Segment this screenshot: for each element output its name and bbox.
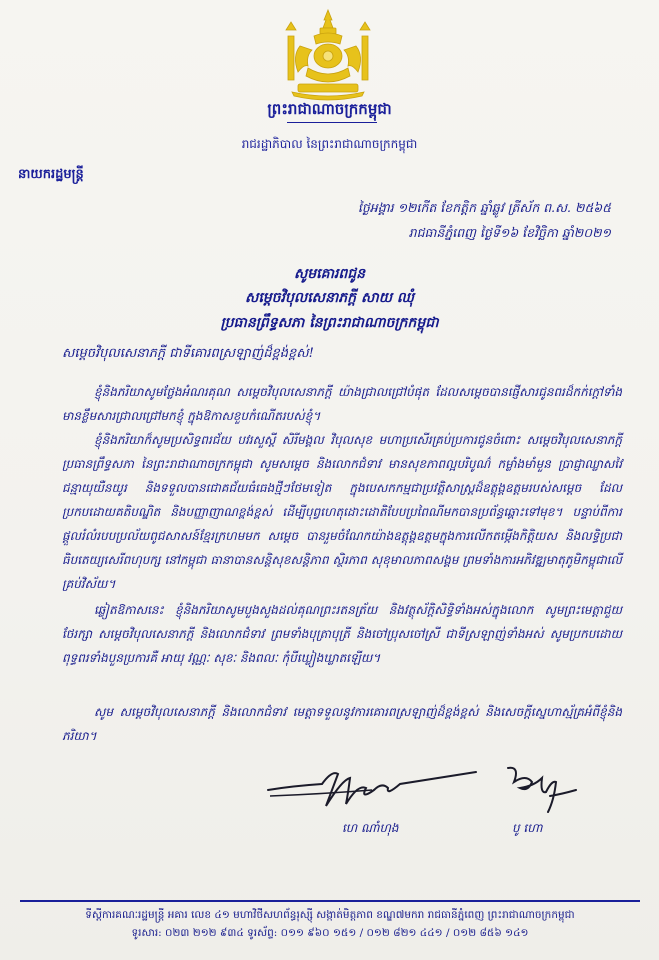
signature-left <box>262 760 482 820</box>
paragraph-closing: សូម សម្តេចវិបុលសេនាភក្តី និងលោកជំទាវ មេត្តាទទួលនូវការគោរពស្រឡាញ់ដ៏ខ្ពង់ខ្ពស់ និងសេចក្តីស្នេហាស្ម័គ្រអំពីខ្ញុំនិងភរិយា។ <box>62 705 622 743</box>
lunar-date: ថ្ងៃអង្គារ ១២កើត ខែកត្តិក ឆ្នាំឆ្លូវ ត្រីស័ក ព.ស. ២៥៦៥ <box>357 200 611 215</box>
paragraph-blessings: ឆ្លៀតឱកាសនេះ ខ្ញុំនិងភរិយាសូមបួងសួងដល់គុណព្រះរតនត្រ័យ និងវត្ថុស័ក្តិសិទ្ធិទាំងអស់ក្នុងលោក សូមព្រះមេត្តាជួយថែរក្សា សម្តេចវិបុលសេនាភក្តី និងលោកជំទាវ ព្រមទាំងបុត្រាបុត្រី និងចៅប្រុសចៅស្រី ជាទីស្រឡាញ់ទាំងអស់ សូមប្រកបដោយពុទ្ធពរទាំងបួនប្រការគឺ អាយុ វណ្ណៈ សុខៈ និងពលៈ កុំបីឃ្លៀងឃ្លាតឡើយ។ <box>62 603 622 665</box>
recipient-title: ប្រធានព្រឹទ្ធសភា នៃព្រះរាជាណាចក្រកម្ពុជា <box>220 315 439 331</box>
recipient-greeting: សូមគោរពជូន <box>293 266 366 282</box>
recipient-name: សម្តេចវិបុលសេនាភក្តី សាយ ឈុំ <box>244 290 415 306</box>
footer-divider <box>20 900 640 902</box>
signature-right <box>490 760 580 820</box>
office-title: នាយករដ្ឋមន្ត្រី <box>18 167 84 182</box>
paragraph-thanks: ខ្ញុំនិងភរិយាសូមថ្លែងអំណរគុណ សម្តេចវិបុលសេនាភក្តី យ៉ាងជ្រាលជ្រៅបំផុត ដែលសម្តេចបានផ្ញើសារជូនពរដ៏កក់ក្តៅទាំងមានខ្លឹមសារជ្រាលជ្រៅមកខ្ញុំ ក្នុងឱកាសខួបកំណើតរបស់ខ្ញុំ។ <box>62 385 622 423</box>
signer-left-name: ហេ ណាំហុង <box>342 821 399 835</box>
kingdom-title: ព្រះរាជាណាចក្រកម្ពុជា <box>267 100 392 118</box>
paragraph-wishes: ខ្ញុំនិងភរិយាក៏សូមប្រសិទ្ធពរជ័យ បវរសួស្តី សិរីមង្គល វិបុលសុខ មហាប្រសើរគ្រប់ប្រការជូនចំពោះ សម្តេចវិបុលសេនាភក្តី ប្រធានព្រឹទ្ធសភា នៃព្រះរាជាណាចក្រកម្ពុជា សូមសម្តេច និងលោកជំទាវ មានសុខភាពល្អបរិបូណ៌ កម្លាំងមាំមួន ប្រាជ្ញាឈ្លាសវៃ ជន្មាយុយឺនយូរ និងទទួលបានជោគជ័យធំធេងថ្មីៗថែមទៀត ក្នុងបេសកកម្មជាប្រវត្តិសាស្ត្រដ៏ឧត្តុង្គឧត្តមរបស់សម្តេច ដែលប្រកបដោយគតិបណ្ឌិត និងបញ្ញាញាណខ្ពង់ខ្ពស់ ដើម្បីបុព្វហេតុដោះដោតិបែបប្រពៃណីមកបានប្រព័ន្ធឆ្ពោះទៅមុខ។ បន្ទាប់ពីការផ្តួលរំលំរបបប្រល័យពូជសាសន៍ខ្មែរក្រហមមក សម្តេច បានរួមចំណែកយ៉ាងឧត្តុង្គឧត្តមក្នុងការលើកតម្កើងកិត្តិយស និងលទ្ធិប្រជាធិបតេយ្យសេរីពហុបក្ស នៅកម្ពុជា ធានាបានសន្តិសុខសន្តិភាព ស្ថិរភាព សុខុមាលភាពសង្គម ព្រមទាំងការអភិវឌ្ឍមាតុភូមិកម្ពុជាលើគ្រប់វិស័យ។ <box>62 433 622 591</box>
footer-address: ទីស្តីការគណៈរដ្ឋមន្ត្រី អគារ លេខ ៤១ មហាវិថីសហព័ន្ធរុស្ស៊ី សង្កាត់មិត្តភាព ខណ្ឌ៧មករា រាជធានីភ្នំពេញ ព្រះរាជាណាចក្រកម្ពុជា <box>85 909 575 921</box>
footer-contact: ទូរសារ: ០២៣ ២១២ ៩៣៤ ទូរស័ព្ទ: ០១១ ៩៦០ ១៥១ / ០១២ ៨២១ ៤៤១ / ០១២ ៨៥៦ ១៤១ <box>131 927 529 939</box>
salutation: សម្តេចវិបុលសេនាភក្តី ជាទីគោរពស្រឡាញ់ដ៏ខ្ពង់ខ្ពស់! <box>62 346 314 361</box>
royal-emblem-icon <box>278 6 378 102</box>
royal-government-title: រាជរដ្ឋាភិបាល នៃព្រះរាជាណាចក្រកម្ពុជា <box>241 137 418 151</box>
signer-right-name: បូ ហោ <box>512 821 543 835</box>
solar-date: រាជធានីភ្នំពេញ ថ្ងៃទី១៦ ខែវិច្ឆិកា ឆ្នាំ២០២១ <box>408 225 611 240</box>
divider <box>287 122 377 123</box>
